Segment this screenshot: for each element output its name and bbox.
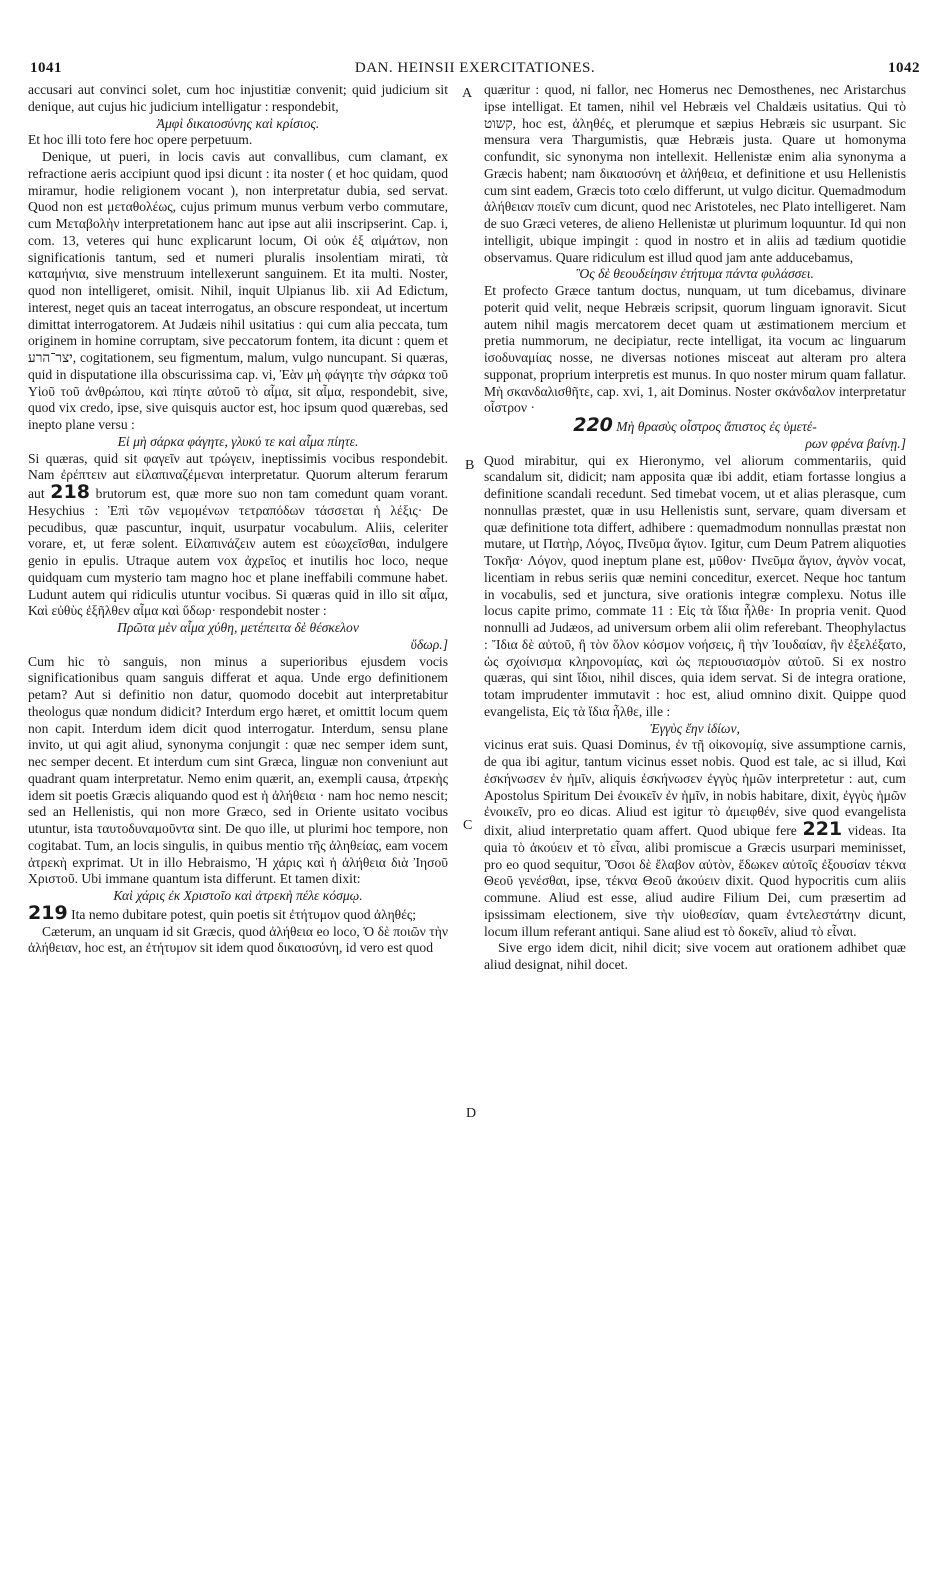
- paragraph: Et hoc illi toto fere hoc opere perpetuum.: [28, 132, 253, 148]
- margin-letter-b: B: [465, 458, 475, 473]
- paragraph-text: Si quæras, quid sit φαγεῖν aut τρώγειν, ineptissimis vocibus respondebit. Nam ἐρέπτειν aut εἰλαπιναζέμεναι interpretatur. Quorum alterum ferarum aut: [28, 450, 448, 501]
- verse-quotation: [484, 414, 906, 436]
- left-page-number: 1041: [30, 60, 62, 76]
- paragraph-text: brutorum est, quæ more suo non tam comedunt quam vorant. Hesychius : Ἐπὶ τῶν νεμομένων τετραπόδων τάσσεται ἡ λέξις· De pecudibus, quæ pascuntur, inquit, usurpatur vocabulum. Aliis, celeriter vorare, et, ut feræ solent. Εἰλαπινάζειν autem est εὐωχεῖσθαι, indulgere genio in epulis. Utraque autem vox ἀχρεῖος et inutilis hoc loco, neque quidquam cum mysterio tam magno hoc et plane ineffabili commune habet. Ludunt autem qui ridiculis utuntur vocibus. Si quæras quid in illo sit αἷμα, Καὶ εὐθὺς ἐξῆλθεν αἷμα καὶ ὕδωρ· respondebit noster :: [28, 486, 448, 619]
- verse-continuation: ρων φρένα βαίνῃ.]: [805, 435, 906, 451]
- paragraph: Cæterum, an unquam id sit Græcis, quod ἀλήθεια eo loco, Ὁ δὲ ποιῶν τὴν ἀλήθειαν, hoc est, an ἐτήτυμον sit idem quod δικαιοσύνη, id vero est quod: [28, 923, 448, 956]
- margin-letter-a: A: [462, 86, 473, 101]
- paragraph: accusari aut convinci solet, cum hoc injustitiæ convenit; quid judicium sit denique, aut cujus hic judicium intelligatur : respondebit,: [28, 82, 448, 114]
- paragraph: Cum hic τὸ sanguis, non minus a superioribus ejusdem vocis significationibus quam sanguis differat et aqua. Unde ergo definitionem petam? Aut si definitio non datur, quomodo docebit aut interpretabitur theologus quæ nondum didicit? Interdum ergo hæret, et omittit locum quem non capit. Interdum idem dicit quod interrogatur. Interdum, sensu plane invito, ut qui agit aliud, synonyma conjungit : quæ nec semper idem sunt, nec semper decent. Et interdum cum sint Græca, linguæ non conveniunt aut quadrant quam interpretatur. Nemo enim quærit, an, exempli causa, ἀτρεκὴς idem sit poetis Græcis aliquando quod est ἡ ἀλήθεια · nam hoc nemo nescit; sed an Hellenistis, qui non more Græco, sed in Oriente usitato vocibus utuntur, ista ταυτοδυναμοῦντα sint. De quo ille, ut plurimi hoc tempore, non cogitabat. Tum, an locis singulis, in quibus mentio τῆς ἀληθείας, eam vocem ἀτρεκὴ exprimat. Ut in illo Hebraismo, Ἡ χάρις καὶ ἡ ἀλήθεια διὰ Ἰησοῦ Χριστοῦ. Ubi immane quantum ista differunt. Et tamen dixit:: [28, 653, 448, 887]
- section-number-220: 220: [573, 414, 613, 436]
- paragraph: [484, 737, 906, 940]
- running-head: [30, 60, 920, 82]
- paragraph: [28, 451, 448, 621]
- verse-quotation: Ὃς δὲ θεουδείησιν ἐτήτυμα πάντα φυλάσσει.: [576, 266, 814, 282]
- margin-letter-c: C: [463, 818, 473, 833]
- verse-quotation: Καὶ χάρις ἐκ Χριστοῖο καὶ ἀτρεκὴ πέλε κόσμῳ.: [113, 888, 363, 903]
- verse-quotation: Ἀμφὶ δικαιοσύνης καὶ κρίσιος.: [156, 115, 320, 131]
- paragraph: Et profecto Græce tantum doctus, nunquam, ut tum dicebamus, divinare poterit quid velit, neque Hebræis scripsit, quorum linguam ignoravit. Sicut autem nihil magis mercatorem decet quam ut æstimationem mercium et pretia nummorum, ne decipiatur, recte intelligat, ita vocum ac linguarum ἰσοδυναμίας nosse, ne diversas notiones misceat aut alteram pro altera supponat, proprium interpretis est munus. In quo noster mirum quam fallatur. Μὴ σκανδαλισθῆτε, cap. xvi, 1, ait Dominus. Noster σκάνδαλον interpretatur οἶστρον ·: [484, 283, 906, 416]
- left-column: [28, 82, 448, 1562]
- margin-letter-d: D: [466, 1106, 477, 1121]
- verse-quotation: Ἐγγὺς ἔην ἰδίων,: [650, 720, 740, 736]
- right-column: [484, 82, 906, 1562]
- section-number-218: 218: [50, 481, 90, 503]
- paragraph-text: Ita nemo dubitare potest, quin poetis sit ἐτήτυμον quod ἀληθές;: [71, 906, 417, 922]
- section-number-221: 221: [802, 818, 843, 840]
- paragraph-text: videas. Ita quia τὸ ἀκούειν et τὸ εἶναι, alibi promiscue a Græcis usurpari meminisset, pro eo quod sequitur, Ὅσοι δὲ ἔλαβον αὐτὸν, ἔδωκεν αὐτοῖς ἐξουσίαν τέκνα Θεοῦ γενέσθαι, ipse, τέκνα Θεοῦ ἀκούειν dixit. Quod hypocritis cum aliis commune. Aliud est esse, aliud audire Filium Dei, cum præsertim ad ipsissimam electionem, sive τὴν υἱοθεσίαν, quam ἐντελεστάτην dicunt, locum illum referant antiqui. Sane aliud est τὸ δοκεῖν, aliud τὸ εἶναι.: [484, 823, 906, 939]
- section-number-219: 219: [28, 901, 68, 924]
- paragraph: quæritur : quod, ni fallor, nec Homerus nec Demosthenes, nec Aristarchus ipse intelligat. Et tamen, nihil vel Hebræis vel Chaldæis usitatius. Qui τὸ קשוט, hoc est, ἀληθές, et plerumque et sæpius Hebræis sic usurpant. Sic mensura vera Thargumistis, quæ Hebræis justa. Quare ut homonyma confundit, sic synonyma non intellexit. Hellenistæ enim alia synonyma a Græcis habent; nam δικαιοσύνη et ἀλήθεια, et definitione et usu Hellenistis cum sint eadem, Græcis toto cœlo differunt, ut vulgo dicitur. Quemadmodum ἀλήθειαν ποιεῖν cum dicunt, quod nec Aristoteles, nec Plato intelligeret. Nam de suo Græci veteres, de alieno Hellenistæ ut plurimum loquuntur. Id qui non intelligit, ubique impingit : quod in nostro et in aliis ad tædium quotidie observamus. Quare ridiculum est illud quod jam ante adducebamus,: [484, 82, 906, 265]
- paragraph: Denique, ut pueri, in locis cavis aut convallibus, cum clamant, ex refractione aeris accipiunt quod ipsi dicunt : ita noster ( et hoc quidam, quod miramur, hodie religionem vocant ), non interpretatur dubia, sed servat. Quod non est μεταθολέως, cujus primum munus verbum verbo commutare, cum Μεταβολὴν interpretationem hanc aut ipse aut alii inscripserint. Cap. i, com. 13, veteres qui hunc explicarunt locum, Οἱ οὐκ ἐξ αἱμάτων, non significationis tantum, sed et numeri pluralis insolentiam mirati, τὰ καταμήνια, sive menstruum intellexerunt sanguinem. Et ita multi. Noster, quod non intelligeret, omisit. Nihil, inquit Ulpianus lib. xii Ad Edictum, interest, neget quis an taceat interrogatus, an obscure respondeat, ut incertum dimittat interrogatorem. At Judæis nihil usitatius : qui cum alia peccata, tum originem in homine corruptam, sive peccatorum fontem, ita dicunt : quem et יצר־הרע, cogitationem, seu figmentum, malum, vulgo nuncupant. Si quæras, quid in disputatione illa obscurissima cap. vi, Ἐὰν μὴ φάγητε τὴν σάρκα τοῦ Υἱοῦ τοῦ ἀνθρώπου, καὶ πίητε αὐτοῦ τὸ αἷμα, sit αἷμα, respondebit, sive, quod vix credo, ipse, sive quisquis auctor est, hoc ipsum quod quærebas, sed inepto plane versu :: [28, 149, 448, 432]
- right-page-number: 1042: [888, 60, 920, 76]
- running-title: DAN. HEINSII EXERCITATIONES.: [354, 60, 596, 76]
- verse-text: Μὴ θρασὺς οἶστρος ἄπιστος ἐς ὑμετέ-: [616, 419, 817, 434]
- verse-quotation: Εἰ μὴ σάρκα φάγητε, γλυκύ τε καὶ αἷμα πίητε.: [117, 433, 359, 449]
- paragraph: [28, 901, 448, 924]
- paragraph: Sive ergo idem dicit, nihil dicit; sive vocem aut orationem adhibet quæ aliud designat, nihil docet.: [484, 940, 906, 972]
- paragraph: Quod mirabitur, qui ex Hieronymo, vel aliorum commentariis, quid scandalum sit, didicit; nam apposita quæ ibi addit, etiam fortasse longius a definitione scandali recedunt. Sed timebat vocem, ut et alias plerasque, cum nonnullas præstet, quæ in usu Hellenistis sunt, servare, quam diversam et quæ definitione tota differt, adhibere : quemadmodum nonnullas præstat non mutare, ut Πατὴρ, Λόγος, Πνεῦμα ἅγιον. Igitur, cum Deum Patrem aliquoties Τοκῆα· Λόγον, quod ineptum plane est, μῦθον· Πνεῦμα ἅγιον, ἁγνὸν vocat, licentiam in rebus seriis quæ nemini conceditur, exercet. Neque hoc tantum in vocabulis, sed et junctura, sive orationis integræ complexu. Notus ille locus capite primo, commate 11 : Εἰς τὰ ἴδια ἦλθε· In propria venit. Quod nonnulli ad Judæos, ad universum orbem alii olim referebant. Theophylactus : Ἴδια δὲ αὐτοῦ, ἢ τὸν ὅλον κόσμον νοήσεις, ἢ τὴν Ἰουδαίαν, ἣν ἐξελέξατο, ὡς σχοίνισμα κληρονομίας, καὶ ὡς περιουσιασμὸν αὐτοῦ. Si ex nostro quæras, qui sint ἴδιοι, nihil disces, quia idem servat. Si de integra oratione, totam imprudenter immutavit : hoc est, aliud omnino dixit. Quippe quod evangelista, Εἰς τὰ ἴδια ἦλθε, ille :: [484, 452, 906, 719]
- verse-continuation: ὕδωρ.]: [410, 636, 448, 652]
- paragraph-text: vicinus erat suis. Quasi Dominus, ἐν τῇ οἰκονομίᾳ, sive assumptione carnis, de qua ibi agitur, tantum vicinus esset nobis. Quod est tale, ac si illud, Καὶ ἐσκήνωσεν ἐν ἡμῖν, aliquis ἐσκήνωσεν ἐγγὺς ἡμῶν interpretetur : aut, cum Apostolus Spiritum Dei ἐνοικεῖν ἐν ἡμῖν, in nobis habitare, dixit, ἐγγὺς ἡμῶν ἐνοικεῖν, pro eo dicas. Aliud est igitur τὸ ἀμειφθέν, sive quod evangelista dixit, aliud interpretatio quam affert. Quod ubique fere: [484, 737, 906, 838]
- verse-quotation: Πρῶτα μὲν αἷμα χύθη, μετέπειτα δὲ θέσκελον: [117, 620, 359, 635]
